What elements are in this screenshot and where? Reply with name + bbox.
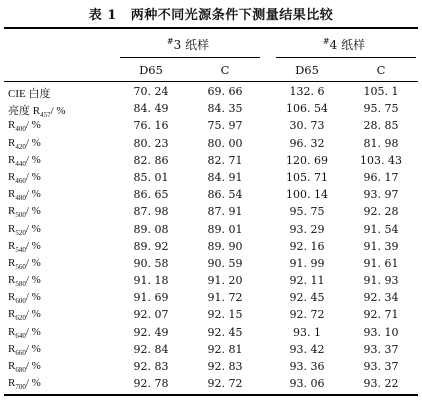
- table-cell: 91. 18: [133, 274, 169, 288]
- row-label-text: R: [8, 360, 16, 372]
- table-cell: 84. 49: [133, 102, 169, 116]
- table-cell: 84. 91: [207, 170, 243, 184]
- group-label: 4 纸样: [329, 38, 366, 52]
- table-cell: 105. 1: [363, 85, 399, 98]
- table-row: [0, 204, 422, 221]
- table-cell: 91. 93: [363, 274, 399, 288]
- row-label-text: R: [8, 153, 16, 166]
- table-cell: 92. 45: [207, 325, 243, 339]
- row-label-unit: / %: [25, 377, 41, 390]
- row-label: [8, 188, 41, 202]
- row-label-unit: / %: [25, 119, 41, 132]
- table-cell: 93. 10: [363, 325, 399, 339]
- table-cell: 91. 69: [133, 291, 169, 305]
- row-label-text: R: [8, 188, 16, 201]
- row-label: [8, 205, 41, 219]
- table-cell: 70. 24: [133, 85, 169, 98]
- row-label-text: R: [8, 342, 16, 355]
- table-cell: 91. 39: [363, 239, 399, 253]
- row-label: [8, 377, 41, 391]
- row-label-subscript: 420: [15, 142, 26, 151]
- row-label: [8, 137, 41, 151]
- row-label-subscript: 460: [15, 177, 26, 186]
- table-cell: 75. 97: [207, 119, 243, 133]
- row-label-text: R: [8, 274, 16, 287]
- row-label-unit: / %: [50, 105, 66, 118]
- row-label-subscript: 640: [15, 331, 26, 340]
- table-cell: 93. 37: [363, 342, 399, 356]
- row-label-subscript: 700: [15, 383, 26, 392]
- table-cell: 87. 98: [133, 205, 169, 219]
- row-label-unit: / %: [25, 325, 41, 338]
- table-cell: 96. 17: [363, 170, 399, 184]
- bottom-rule: [4, 394, 418, 396]
- row-label-text: R: [8, 136, 16, 149]
- row-label-text: R: [8, 205, 16, 218]
- table-cell: 92. 83: [133, 360, 169, 373]
- group-header-sample-3: [116, 36, 260, 53]
- table-cell: 91. 72: [207, 291, 243, 305]
- row-label-text: R: [8, 325, 16, 338]
- row-label-subscript: 560: [15, 263, 26, 272]
- table-cell: 28. 85: [363, 119, 399, 133]
- table-cell: 86. 54: [207, 188, 243, 202]
- table-cell: 120. 69: [286, 153, 328, 167]
- table-title: 两种不同光源条件下测量结果比较: [130, 8, 334, 23]
- row-label: [8, 223, 41, 237]
- table-cell: 93. 37: [363, 360, 399, 373]
- column-header: C: [376, 63, 386, 77]
- top-rule: [4, 27, 418, 29]
- row-label: [8, 291, 41, 305]
- table-number: 表 1: [88, 8, 117, 23]
- table-cell: 106. 54: [286, 102, 328, 116]
- row-label: [8, 240, 41, 254]
- table-cell: 92. 45: [289, 291, 325, 305]
- table-row: [0, 376, 422, 393]
- row-label: [8, 119, 41, 133]
- table-cell: 84. 35: [207, 102, 243, 116]
- row-label-subscript: 540: [15, 245, 26, 254]
- row-label-subscript: 457: [40, 111, 51, 120]
- row-label-unit: / %: [25, 239, 41, 252]
- row-label-unit: / %: [25, 170, 41, 183]
- row-label: [8, 274, 41, 288]
- row-label: [8, 308, 41, 322]
- table-cell: 100. 14: [286, 188, 328, 202]
- column-header: C: [220, 63, 230, 77]
- header-rule: [4, 81, 418, 82]
- table-cell: 89. 08: [133, 222, 169, 236]
- table-row: [0, 153, 422, 170]
- table-cell: 82. 71: [207, 153, 243, 167]
- table-cell: 81. 98: [363, 136, 399, 150]
- table-cell: 95. 75: [289, 205, 325, 219]
- row-label-subscript: 580: [15, 280, 26, 289]
- row-label-subscript: 620: [15, 314, 26, 323]
- row-label-unit: / %: [25, 274, 41, 287]
- table-cell: 93. 22: [363, 377, 399, 391]
- column-header: D65: [139, 63, 163, 77]
- row-label-text: R: [8, 239, 16, 252]
- row-label-unit: / %: [25, 360, 41, 372]
- table-row: [0, 101, 422, 118]
- table-cell: 103. 43: [360, 153, 402, 167]
- row-label-subscript: 480: [15, 194, 26, 203]
- row-label-unit: / %: [25, 308, 41, 321]
- table-cell: 92. 84: [133, 342, 169, 356]
- column-header: D65: [295, 63, 319, 77]
- table-row: [0, 239, 422, 256]
- row-label-unit: / %: [25, 342, 41, 355]
- table-cell: 91. 20: [207, 274, 243, 288]
- row-label-subscript: 600: [15, 297, 26, 306]
- row-label: [8, 171, 41, 185]
- table-row: [0, 342, 422, 359]
- row-label-text: R: [8, 170, 16, 183]
- row-label-subscript: 440: [15, 159, 26, 168]
- row-label-unit: / %: [25, 136, 41, 149]
- table-cell: 92. 71: [363, 308, 399, 322]
- table-row: [0, 325, 422, 342]
- table-cell: 91. 54: [363, 222, 399, 236]
- table-cell: 80. 00: [207, 136, 243, 150]
- row-label-subscript: 660: [15, 349, 26, 357]
- table-cell: 93. 42: [289, 342, 325, 356]
- group-rule-sample-4: [276, 57, 416, 58]
- table-cell: 30. 73: [289, 119, 325, 133]
- row-label-unit: / %: [25, 291, 41, 304]
- group-sup: #: [166, 37, 174, 46]
- table-cell: 91. 61: [363, 256, 399, 270]
- row-label-text: R: [8, 119, 16, 132]
- table-cell: 96. 32: [289, 136, 325, 150]
- row-label: [8, 257, 41, 271]
- row-label: [8, 360, 41, 374]
- table-cell: 76. 16: [133, 119, 169, 133]
- table-cell: 105. 71: [286, 170, 328, 184]
- group-rule-sample-3: [120, 57, 260, 58]
- table-row: [0, 187, 422, 204]
- row-label-text: R: [8, 308, 16, 321]
- table-cell: 93. 06: [289, 377, 325, 391]
- table-cell: 92. 16: [289, 239, 325, 253]
- table-row: [0, 307, 422, 324]
- table-cell: 92. 07: [133, 308, 169, 322]
- group-label: 3 纸样: [173, 38, 210, 52]
- table-cell: 92. 83: [207, 360, 243, 373]
- table-cell: 93. 29: [289, 222, 325, 236]
- table-cell: 89. 90: [207, 239, 243, 253]
- table-cell: 92. 72: [289, 308, 325, 322]
- row-label-text: R: [8, 256, 16, 269]
- table-cell: 82. 86: [133, 153, 169, 167]
- table-row: [0, 170, 422, 187]
- table-cell: 92. 72: [207, 377, 243, 391]
- table-cell: 92. 11: [289, 274, 325, 288]
- row-label: [8, 102, 66, 119]
- table-cell: 87. 91: [207, 205, 243, 219]
- table-row: [0, 273, 422, 290]
- row-label-subscript: 520: [15, 228, 26, 237]
- table-cell: 92. 34: [363, 291, 399, 305]
- table-row: [0, 359, 422, 376]
- table-cell: 93. 1: [293, 325, 321, 339]
- table-row: [0, 136, 422, 153]
- table-cell: 90. 58: [133, 256, 169, 270]
- table-body: [0, 84, 422, 393]
- table-row: [0, 84, 422, 101]
- row-label: [8, 85, 50, 101]
- row-label: [8, 343, 41, 357]
- table-cell: 90. 59: [207, 256, 243, 270]
- row-label: [8, 326, 41, 340]
- table-caption: [0, 4, 422, 23]
- table-cell: 85. 01: [133, 170, 169, 184]
- table-cell: 132. 6: [289, 85, 325, 98]
- row-label-text: R: [8, 377, 16, 390]
- table-row: [0, 256, 422, 273]
- row-label-text: CIE 白度: [8, 88, 51, 100]
- table-row: [0, 222, 422, 239]
- table-cell: 80. 23: [133, 136, 169, 150]
- table-cell: 89. 92: [133, 239, 169, 253]
- table-row: [0, 118, 422, 135]
- group-header-sample-4: [272, 36, 416, 53]
- table-cell: 92. 81: [207, 342, 243, 356]
- row-label-unit: / %: [25, 222, 41, 235]
- table-cell: 92. 28: [363, 205, 399, 219]
- row-label-unit: / %: [25, 256, 41, 269]
- row-label-unit: / %: [25, 188, 41, 201]
- group-sup: #: [322, 37, 330, 46]
- row-label-subscript: 400: [15, 125, 26, 134]
- table-cell: 86. 65: [133, 188, 169, 202]
- table-row: [0, 290, 422, 307]
- row-label-text: R: [8, 222, 16, 235]
- row-label-unit: / %: [25, 205, 41, 218]
- table-cell: 93. 36: [289, 360, 325, 373]
- table-cell: 91. 99: [289, 256, 325, 270]
- table-cell: 92. 15: [207, 308, 243, 322]
- row-label-subscript: 500: [15, 211, 26, 220]
- row-label-text: 亮度 R: [8, 105, 41, 118]
- row-label-text: R: [8, 291, 16, 304]
- table-cell: 95. 75: [363, 102, 399, 116]
- table-cell: 89. 01: [207, 222, 243, 236]
- table-cell: 92. 78: [133, 377, 169, 391]
- row-label-unit: / %: [25, 153, 41, 166]
- row-label-subscript: 680: [15, 366, 26, 375]
- row-label: [8, 154, 41, 168]
- table-cell: 69. 66: [207, 85, 243, 98]
- table-cell: 92. 49: [133, 325, 169, 339]
- table-cell: 93. 97: [363, 188, 399, 202]
